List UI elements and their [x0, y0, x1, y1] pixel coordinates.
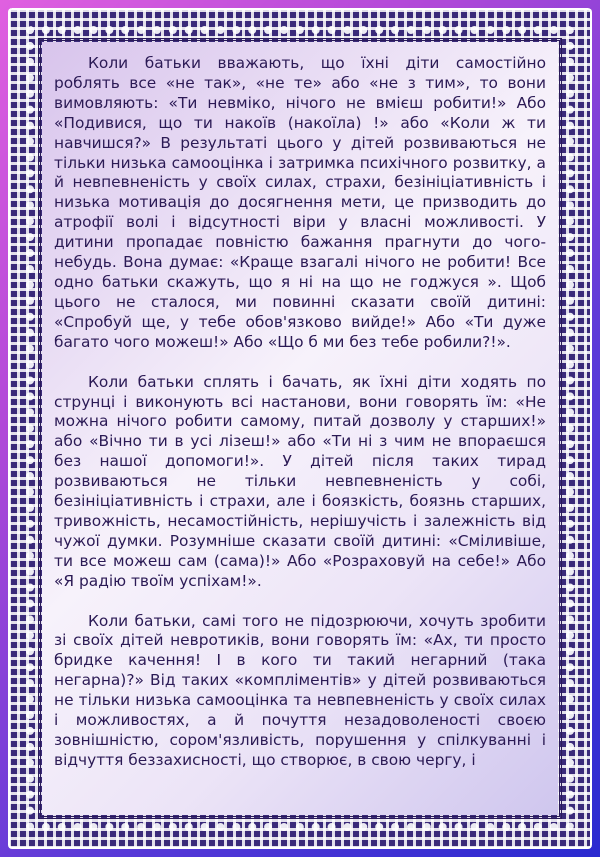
- paragraph-3: Коли батьки, самі того не підозрюючи, хочуть зробити зі своїх дітей невротиків, вони говорять їм: «Ах, ти просто бридке качення! І в кого ти такий негарний (така негарна)?» Від таких «компліментів» у дітей розвиваються не тільки низька самооцінка та невпевненість у своїх силах і можливостях, а й почуття незадоволеності своєю зовнішністю, сором'язливість, порушення у спілкуванні і відчуття беззахисності, що створює, в свою чергу, і: [54, 611, 546, 769]
- paragraph-2: Коли батьки сплять і бачать, як їхні діти ходять по струнці і виконують всі настанови, вони говорять їм: «Не можна нічого робити самому, питай дозволу у старших!» або «Вічно ти в усі лізеш!» або «Ти ні з чим не впораєшся без нашої допомоги!». У дітей після таких тирад розвиваються не тільки невпевненість у собі, безініціативність і страхи, але і боязкість, боязнь старших, тривожність, несамостійність, нерішучість і залежність від чужої думки. Розумніше сказати своїй дитині: «Сміливіше, ти все можеш сам (сама)!» Або «Розраховуй на себе!» Або «Я радію твоїм успіхам!».: [54, 372, 546, 590]
- paragraph-1: Коли батьки вважають, що їхні діти самостійно роблять все «не так», «не те» або «не з тим», то вони вимовляють: «Ти невміко, нічого не вмієш робити!» Або «Подивися, що ти накоїв (накоїла) !» або «Коли ж ти навчишся?» В результаті цього у дітей розвиваються не тільки низька самооцінка і затримка психічного розвитку, а й невпевненість у своїх силах, страхи, безініціативність і низька мотивація до досягнення мети, це призводить до атрофії волі і відсутності віри у власні можливості. У дитини пропадає повністю бажання прагнути до чого-небудь. Вона думає: «Краще взагалі нічого не робити! Все одно батьки скажуть, що я ні на що не годжуся ». Щоб цього не сталося, ми повинні сказати своїй дитині: «Спробуй ще, у тебе обов'язково вийде!» Або «Ти дуже багато чого можеш!» Або «Що б ми без тебе робили?!».: [54, 54, 546, 351]
- article-body: [54, 54, 546, 771]
